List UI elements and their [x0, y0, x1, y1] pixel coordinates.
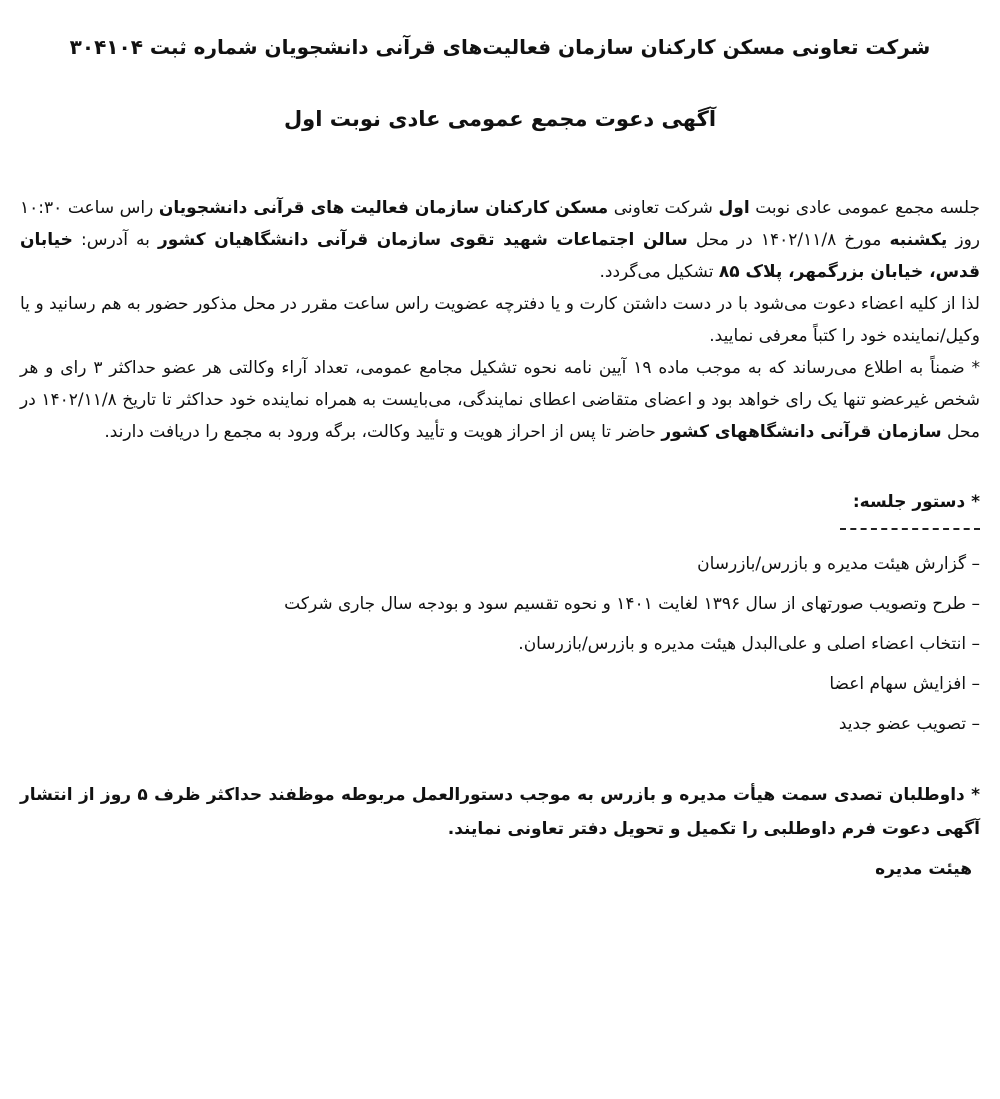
proxy-paragraph [20, 352, 980, 448]
meeting-paragraph [20, 192, 980, 288]
text-run: تشکیل می‌گردد. [599, 262, 719, 282]
notice-body [20, 192, 980, 448]
signature: هیئت مدیره [875, 859, 972, 879]
bold-run: خیابان قدس، خیابان بزرگمهر، پلاک ۸۵ [20, 230, 980, 282]
bold-run: مسکن کارکنان سازمان فعالیت های قرآنی دانشجویان [158, 198, 609, 218]
bold-run: یکشنبه [889, 230, 948, 250]
company-name: شرکت تعاونی مسکن کارکنان سازمان فعالیت‌های قرآنی دانشجویان شماره ثبت ۳۰۴۱۰۴ [69, 35, 931, 59]
agenda-divider [840, 528, 980, 530]
bold-run: سازمان قرآنی دانشگاههای کشور [661, 422, 942, 442]
text-run: راس ساعت ۱۰:۳۰ روز [20, 198, 980, 250]
candidates-note: * داوطلبان تصدی سمت هیأت مدیره و بازرس به موجب دستورالعمل مربوطه موظفند حداکثر ظرف ۵ روز از انتشار آگهی دعوت فرم داوطلبی را تکمیل و تحویل دفتر تعاونی نمایند. [20, 785, 980, 839]
text-run: جلسه مجمع عمومی عادی نوبت [749, 198, 981, 218]
agenda-item: – گزارش هیئت مدیره و بازرس/بازرسان [697, 554, 980, 574]
agenda-heading: * دستور جلسه: [852, 492, 980, 512]
text-run: حاضر تا پس از احراز هویت و تأیید وکالت، برگه ورود به مجمع را دریافت دارند. [104, 422, 662, 442]
agenda-item: – انتخاب اعضاء اصلی و علی‌البدل هیئت مدیره و بازرس/بازرسان. [518, 634, 980, 654]
bold-run: اول [718, 198, 750, 218]
invitation-paragraph: لذا از کلیه اعضاء دعوت می‌شود با در دست داشتن کارت و یا دفترچه عضویت راس ساعت مقرر در محل مذکور حضور به هم رسانید و یا وکیل/نماینده خود را کتباً معرفی نمایید. [20, 294, 980, 346]
text-run: شرکت تعاونی [608, 198, 719, 218]
agenda-item: – طرح وتصویب صورتهای از سال ۱۳۹۶ لغایت ۱۴۰۱ و نحوه تقسیم سود و بودجه سال جاری شرکت [284, 594, 980, 614]
text-run: به آدرس: [72, 230, 159, 250]
text-run: مورخ ۱۴۰۲/۱۱/۸ در محل [687, 230, 890, 250]
agenda-item: – تصویب عضو جدید [838, 714, 980, 734]
bold-run: سالن اجتماعات شهید تقوی سازمان قرآنی دانشگاهیان کشور [158, 230, 688, 250]
text-run: * ضمناً به اطلاع می‌رساند که به موجب ماده ۱۹ آیین نامه نحوه تشکیل مجامع عمومی، تعداد آراء وکالتی هر عضو حداکثر ۳ رای و هر شخص غیرعضو تنها یک رای خواهد بود و اعضای متقاضی اعطای نمایندگی، می‌بایست به همراه نماینده خود حداکثر تا تاریخ ۱۴۰۲/۱۱/۸ در محل [20, 358, 980, 442]
agenda-list [20, 548, 980, 740]
notice-title: آگهی دعوت مجمع عمومی عادی نوبت اول [283, 107, 717, 131]
agenda-item: – افزایش سهام اعضا [829, 674, 980, 694]
